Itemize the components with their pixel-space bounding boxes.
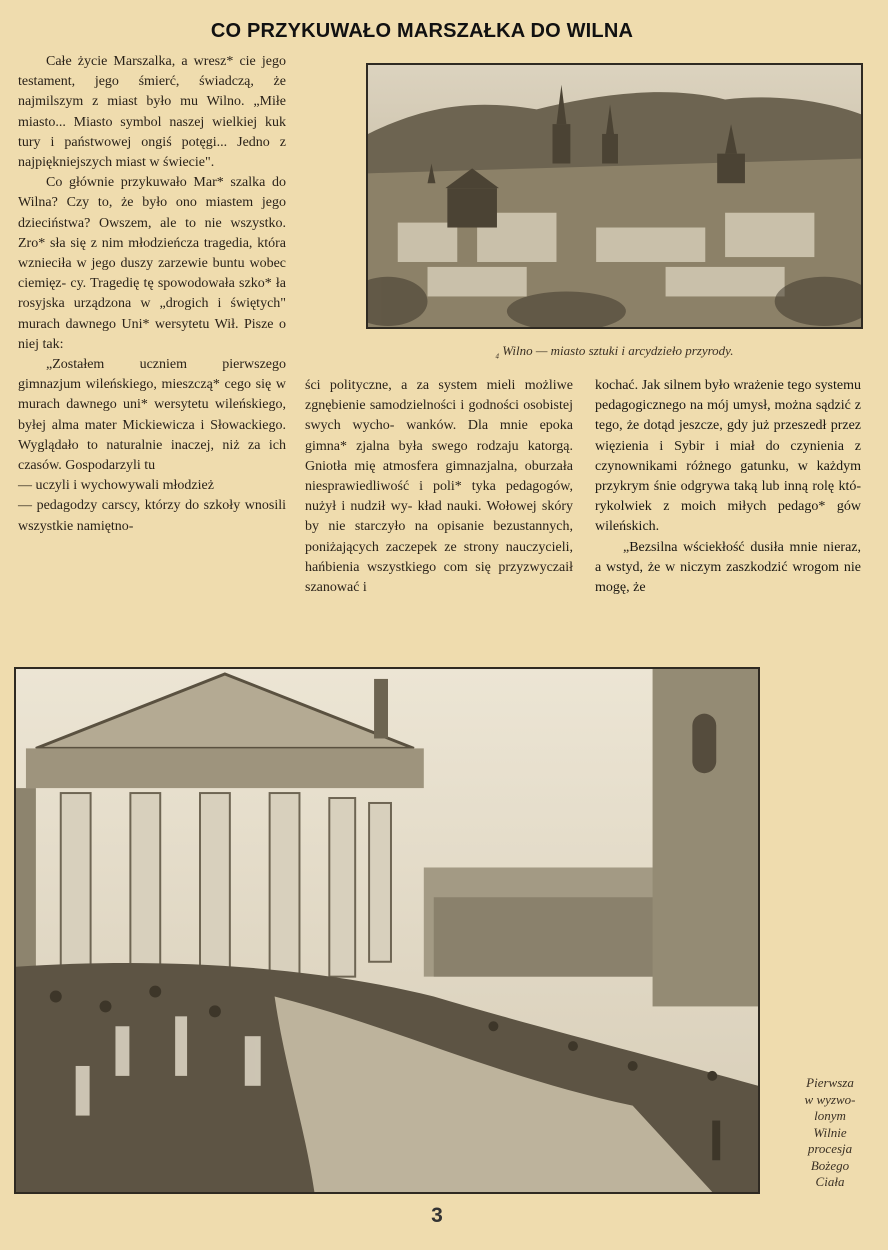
vilnius-panorama-photo [366, 63, 863, 329]
paragraph: — uczyli i wychowywali młodzież [18, 478, 214, 494]
caption-marker: 4 [495, 352, 499, 361]
text-column-3 [595, 376, 861, 598]
paragraph: — pedagodzy carscy, którzy do szkoły wnosili wszystkie namiętno- [18, 498, 286, 534]
caption-line: w wyzwo- [804, 1091, 856, 1107]
paragraph: „Bezsilna wściekłość dusiła mnie nieraz, a wstyd, że w niczym zaszkodzić wrogom nie mogę, że [595, 539, 861, 596]
cathedral-photo-drawing [16, 669, 758, 1192]
paragraph: ści polityczne, a za system mieli możliwe zgnębienie samodzielności i godności osobistej swych wycho- wanków. Dla mnie epoka gimna* zjalna była swego rodzaju katorgą. Gniotła mię atmosfera gimnazjalna, oburzała niesprawiedliwość i poli* tyka pedagogów, nużył i nudził wy- kład nauki. Wołowej skóry by nie starczyło na opisanie bezustannych, poniżających zaczepek ze strony nauczycieli, hańbienia wszystkiego com się przyzwyczaił szanować i [305, 378, 573, 596]
caption-text: Wilno — miasto sztuki i arcydzieło przyrody. [502, 343, 734, 358]
procession-photo-caption [790, 1075, 870, 1191]
cathedral-procession-photo [14, 667, 760, 1194]
caption-line: procesja [807, 1141, 853, 1156]
article-title: CO PRZYKUWAŁO MARSZAŁKA DO WILNA [210, 20, 634, 42]
city-photo-drawing [368, 65, 861, 327]
caption-line: lonym [814, 1108, 846, 1123]
paragraph: Co głównie przykuwało Mar* szalka do Wilna? Czy to, że było ono miastem jego dzieciństwa? Owszem, ale to nie wszystko. Zro* sła się z nim młodzieńcza tragedia, która wznieciła w jego duszy zarzewie buntu wobec ciemięz- cy. Tragedię tę spowodowała szko* ła rosyjska urządzona w „drogich i świętych" murach dawnego Uni* wersytetu Wił. Pisze o niej tak: [18, 175, 286, 352]
paragraph: Całe życie Marszalka, a wresz* cie jego testament, jego śmierć, świadczą, że najmilszym z miast było mu Wilno. „Miłe miasto... Miasto symbol naszej wielkiej kuk tury i państwowej ongiś potęgi... Jedno z najpiękniejszych miast w świecie". [18, 54, 286, 171]
text-column-1 [18, 52, 286, 537]
page-number: 3 [431, 1204, 443, 1227]
paragraph: kochać. Jak silnem było wrażenie tego systemu pedagogicznego na mój umysł, można sądzić z tego, że dotąd jeszcze, gdy już przeszedł przez więzienia i Sybir i miał do czynienia z czynownikami różnego gatunku, w każdym przykrym śnie odgrywa taką lub inną rolę któ- rykolwiek z moich miłych pedago* gów wileńskich. [595, 378, 861, 535]
caption-line: Wilnie [813, 1124, 847, 1140]
text-column-2 [305, 376, 573, 598]
paragraph: „Zostałem uczniem pierwszego gimnazjum wileńskiego, mieszczą* cego się w murach dawnego uni* wersytetu wileńskiego, byłej alma mater Mickiewicza i Słowackiego. Wyglądało to naturalnie inaczej, niż za ich czasów. Gospodarzyli tu [18, 357, 286, 474]
city-photo-caption [366, 343, 863, 361]
caption-line: Ciała [815, 1174, 845, 1189]
caption-line: Bożego [810, 1157, 850, 1173]
caption-line: Pierwsza [806, 1075, 854, 1090]
